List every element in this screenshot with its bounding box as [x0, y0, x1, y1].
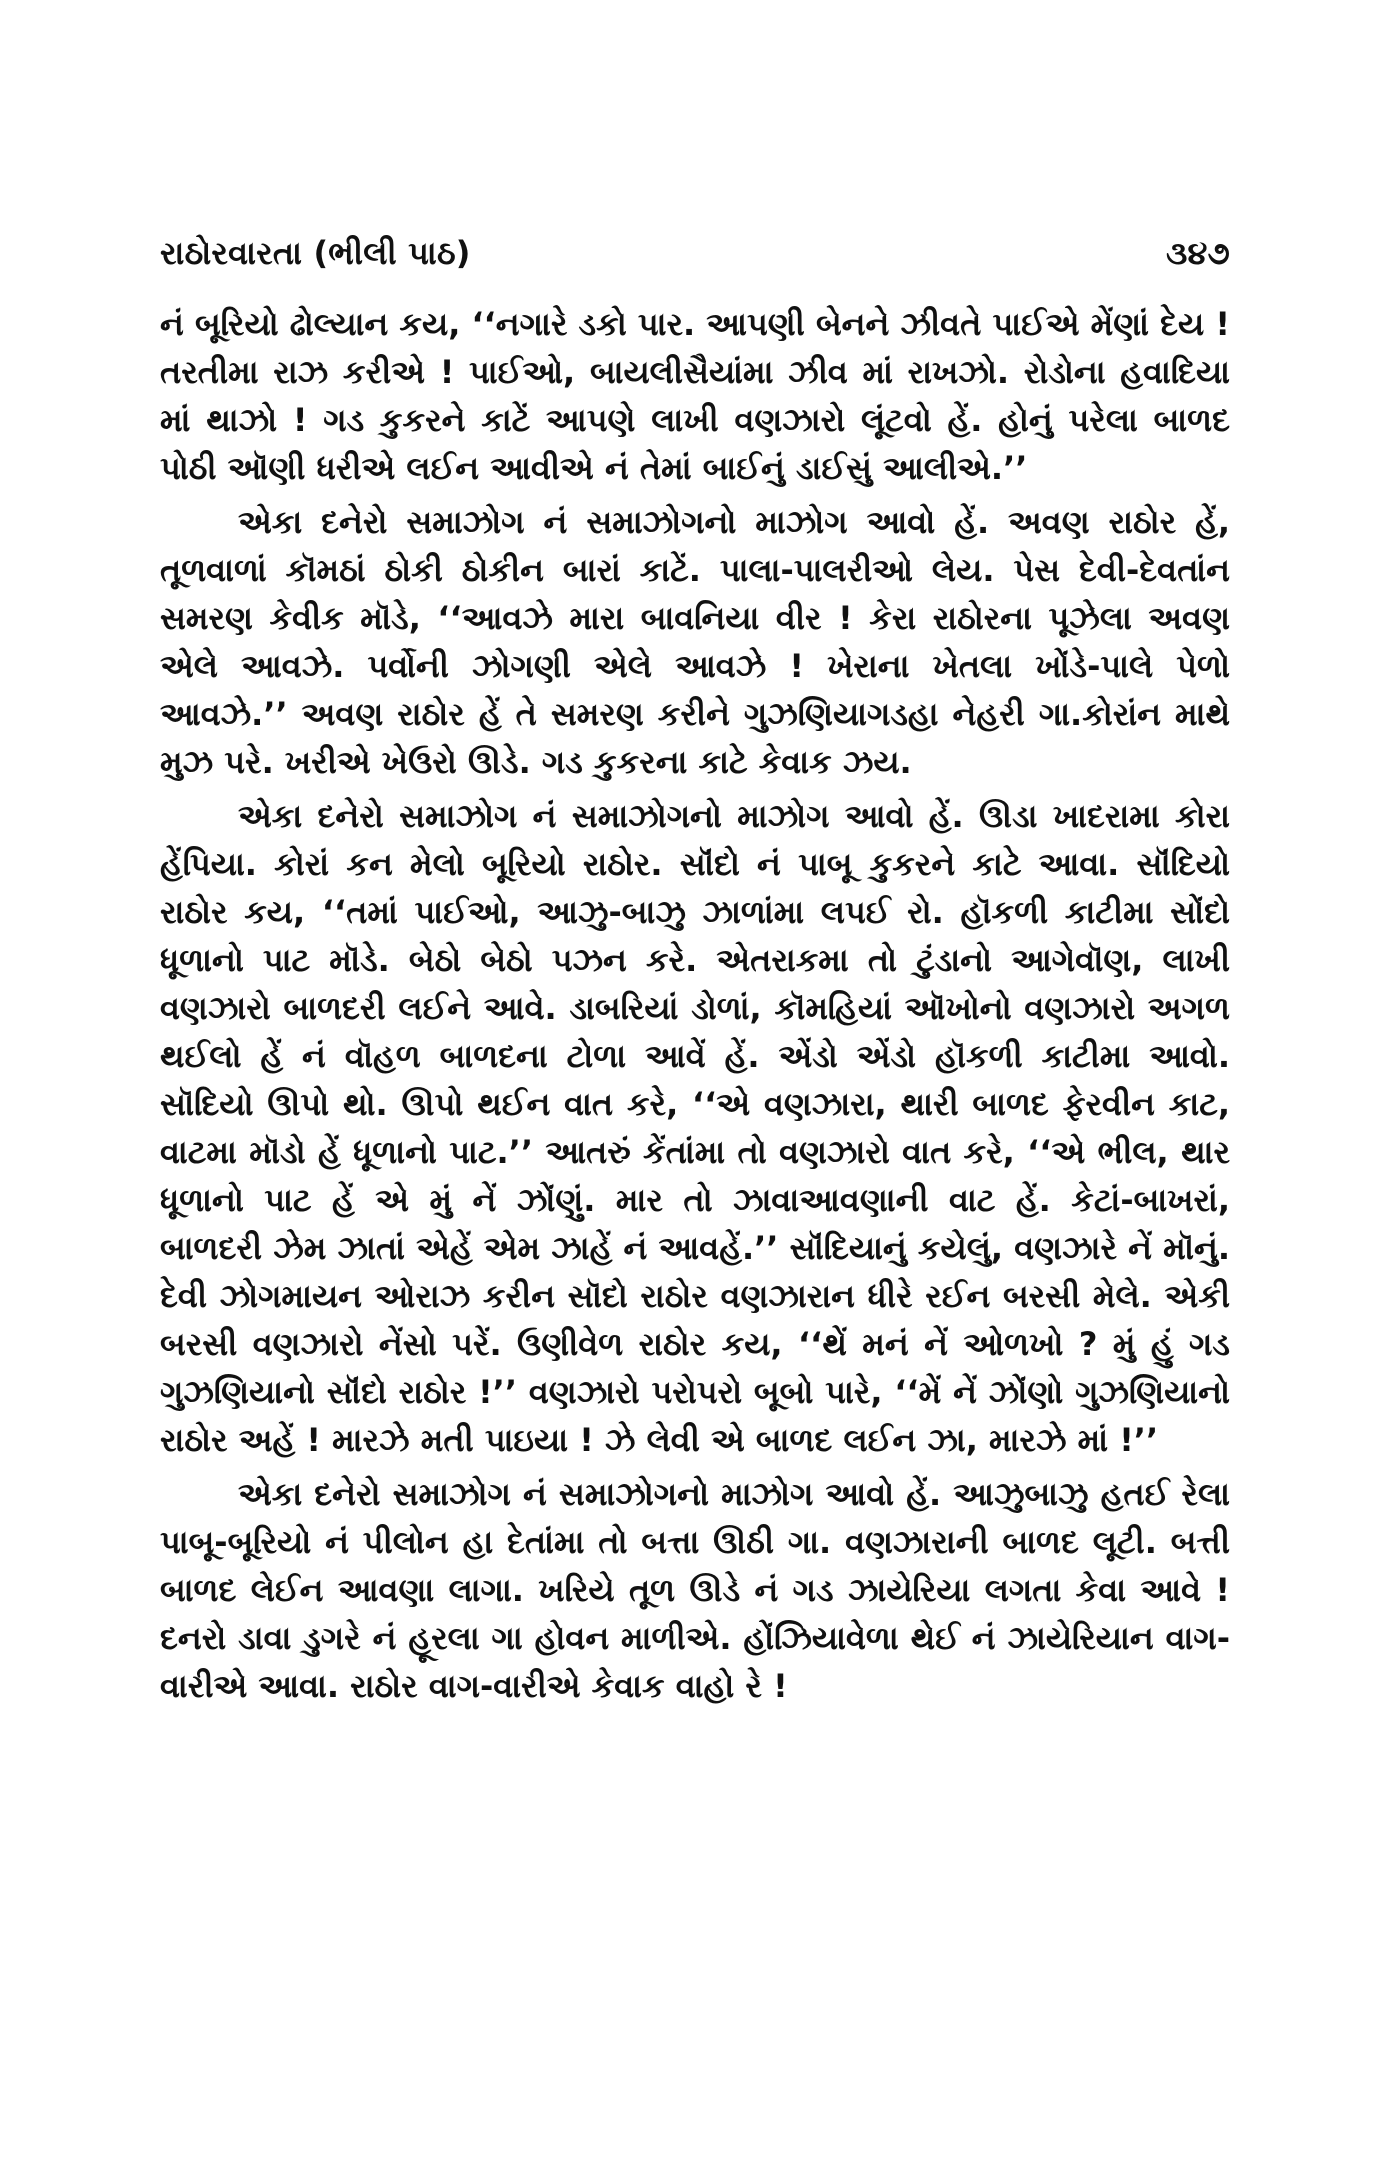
page-body: [160, 300, 1230, 1716]
running-title: રાઠોરવારતા (ભીલી પાઠ): [160, 233, 471, 272]
paragraph-1: નં બૂરિયો ઢોલ્યાન કય, ‘‘નગારે ડકો પાર. આપણી બેનને ઝીવતે પાઈએ મેંણાં દેય ! તરતીમા રાઝ કરીએ ! પાઈઓ, બાયલીસૈયાંમા ઝીવ માં રાખઝો. રોડોના હવાદિયા માં થાઝો ! ગડ કુકરને કાટેં આપણે લાખી વણઝારો લૂંટવો હેં. હોનું પરેલા બાળદ પોઠી ઑણી ધરીએ લઈન આવીએ નં તેમાં બાઈનું ડાઈસું આલીએ.’’: [160, 305, 1230, 487]
running-header: [160, 226, 1230, 280]
paragraph-3: એકા દનેરો સમાઝોગ નં સમાઝોગનો માઝોગ આવો હેં. ઊડા ખાદરામા કોરા હેંપિયા. કોરાં કન મેલો બૂરિયો રાઠોર. સૉંદો નં પાબૂ કુકરને કાટે આવા. સૉંદિયો રાઠોર કય, ‘‘તમાં પાઈઓ, આઝુ-બાઝુ ઝાળાંમા લપઈ રો. હૉકળી કાટીમા સોંદો ધૂળાનો પાટ મૉડે. બેઠો બેઠો પઝન કરે. એતરાકમા તો ટુંડાનો આગેવૉણ, લાખી વણઝારો બાળદરી લઈને આવે. ડાબરિયાં ડોળાં, કૉમહિયાં ઑખોનો વણઝારો અગળ થઈલો હેં નં વૉહળ બાળદના ટોળા આવેં હેં. એંડો એંડો હૉકળી કાટીમા આવો. સૉદિયો ઊપો થો. ઊપો થઈન વાત કરે, ‘‘એ વણઝારા, થારી બાળદ ફેરવીન કાટ, વાટમા મૉડો હેં ધૂળાનો પાટ.’’ આતરું કેંતાંમા તો વણઝારો વાત કરે, ‘‘એ ભીલ, થાર ધૂળાનો પાટ હેં એ મું નેં ઝોંણું. માર તો ઝાવાઆવણાની વાટ હેં. કેટાં-બાખરાં, બાળદરી ઝેમ ઝાતાં એહેં એમ ઝાહેં નં આવહેં.’’ સૉંદિયાનું કયેલું, વણઝારે નેં મૉનું. દેવી ઝોગમાયન ઓરાઝ કરીન સૉદો રાઠોર વણઝારાન ધીરે રઈન બરસી મેલે. એકી બરસી વણઝારો નેંસો પરેં. ઉણીવેળ રાઠોર કય, ‘‘થેં મનં નેં ઓળખો ? મું હું ગડ ગુઝણિયાનો સૉંદો રાઠોર !’’ વણઝારો પરોપરો બૂબો પારે, ‘‘મેં નેં ઝોંણો ગુઝણિયાનો રાઠોર અહેં ! મારઝે મતી પાઇયા ! ઝે લેવી એ બાળદ લઈન ઝા, મારઝે માં !’’: [160, 797, 1230, 1459]
page-number: ૩૪૭: [1166, 233, 1230, 272]
paragraph-2: એકા દનેરો સમાઝોગ નં સમાઝોગનો માઝોગ આવો હેં. અવણ રાઠોર હેં, તૂળવાળાં કૉમઠાં ઠોકી ઠોકીન બારાં કાટેં. પાલા-પાલરીઓ લેય. પેસ દેવી-દેવતાંન સમરણ કેવીક મૉડે, ‘‘આવઝે મારા બાવનિયા વીર ! કેરા રાઠોરના પૂઝેલા અવણ એલે આવઝે. પર્વોની ઝોગણી એલે આવઝે ! ખેરાના ખેતલા ખોંડે-પાલે પેળો આવઝે.’’ અવણ રાઠોર હેં તે સમરણ કરીને ગુઝણિયાગડહા નેહરી ગા.કોરાંન માથે મુઝ પરે. ખરીએ ખેઉરો ઊડે. ગડ કુકરના કાટે કેવાક ઝય.: [160, 503, 1230, 781]
paragraph-4: એકા દનેરો સમાઝોગ નં સમાઝોગનો માઝોગ આવો હેં. આઝુબાઝુ હતઈ રેલા પાબૂ-બૂરિયો નં પીલોન હા દેતાંમા તો બત્તા ઊઠી ગા. વણઝારાની બાળદ લૂટી. બત્તી બાળદ લેઈન આવણા લાગા. ખરિયે તૂળ ઊડે નં ગડ ઝાયેરિયા લગતા કેવા આવે ! દનરો ડાવા ડુગરે નં હૂરલા ગા હોવન માળીએ. હોંઝિયાવેળા થેઈ નં ઝાયેરિયાન વાગ-વારીએ આવા. રાઠોર વાગ-વારીએ કેવાક વાહો રે !: [160, 1475, 1230, 1705]
